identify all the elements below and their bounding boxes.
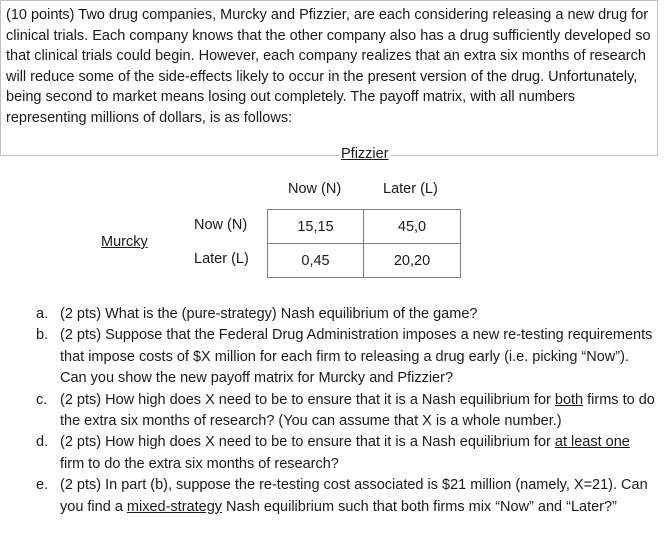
question-marker: d.: [36, 434, 49, 451]
row-header-later: Later (L): [194, 251, 249, 267]
payoff-cell-later-later: 20,20: [364, 244, 461, 278]
question-list: [36, 304, 656, 518]
table-row: [268, 244, 461, 278]
column-player-label: Pfizzier: [341, 146, 389, 162]
question-marker: b.: [36, 327, 49, 344]
row-player-label: Murcky: [101, 234, 148, 250]
column-header-later: Later (L): [383, 181, 438, 197]
question-text: (2 pts) Suppose that the Federal Drug Administration imposes a new re-testing requirements that impose costs of $X million for each firm to releasing a drug early (i.e. picking “Now”). Can you show the new payoff matrix for Murcky and Pfizzier?: [60, 327, 653, 387]
question-text: (2 pts) What is the (pure-strategy) Nash equilibrium of the game?: [60, 306, 478, 322]
question-marker: e.: [36, 477, 49, 494]
question-d: [36, 432, 656, 475]
payoff-matrix: [267, 209, 461, 278]
column-header-now: Now (N): [288, 181, 342, 197]
problem-intro: (10 points) Two drug companies, Murcky and Pfizzier, are each considering releasing a new drug for clinical trials. Each company knows that the other company also has a drug sufficiently developed so that clinical trials could begin. However, each company realizes that an extra six months of research will reduce some of the side-effects likely to occur in the present version of the drug. Unfortunately, being second to market means losing out completely. The payoff matrix, with all numbers representing millions of dollars, is as follows:: [6, 7, 651, 126]
question-c: [36, 390, 656, 433]
emphasis-text: mixed-strategy: [126, 498, 223, 515]
question-b: [36, 325, 656, 389]
emphasis-text: both: [554, 391, 584, 408]
question-marker: a.: [36, 306, 49, 322]
question-text: (2 pts) In part (b), suppose the re-testing cost associated is $21 million (namely, X=21). Can you find a mixed-strategy Nash equilibrium such that both firms mix “Now” and “Later?”: [60, 477, 648, 515]
emphasis-text: at least one: [554, 434, 630, 451]
question-e: [36, 475, 656, 518]
payoff-cell-now-later: 45,0: [364, 210, 461, 244]
payoff-cell-later-now: 0,45: [268, 244, 364, 278]
question-text: (2 pts) How high does X need to be to ensure that it is a Nash equilibrium for both firms to do the extra six months of research? (You can assume that X is a whole number.): [60, 391, 655, 430]
row-header-now: Now (N): [194, 217, 248, 233]
question-a: [36, 304, 656, 325]
problem-statement-box: [0, 0, 658, 156]
table-row: [268, 210, 461, 244]
question-text: (2 pts) How high does X need to be to ensure that it is a Nash equilibrium for at least one firm to do the extra six months of research?: [60, 434, 630, 472]
payoff-cell-now-now: 15,15: [268, 210, 364, 244]
question-marker: c.: [36, 391, 48, 408]
